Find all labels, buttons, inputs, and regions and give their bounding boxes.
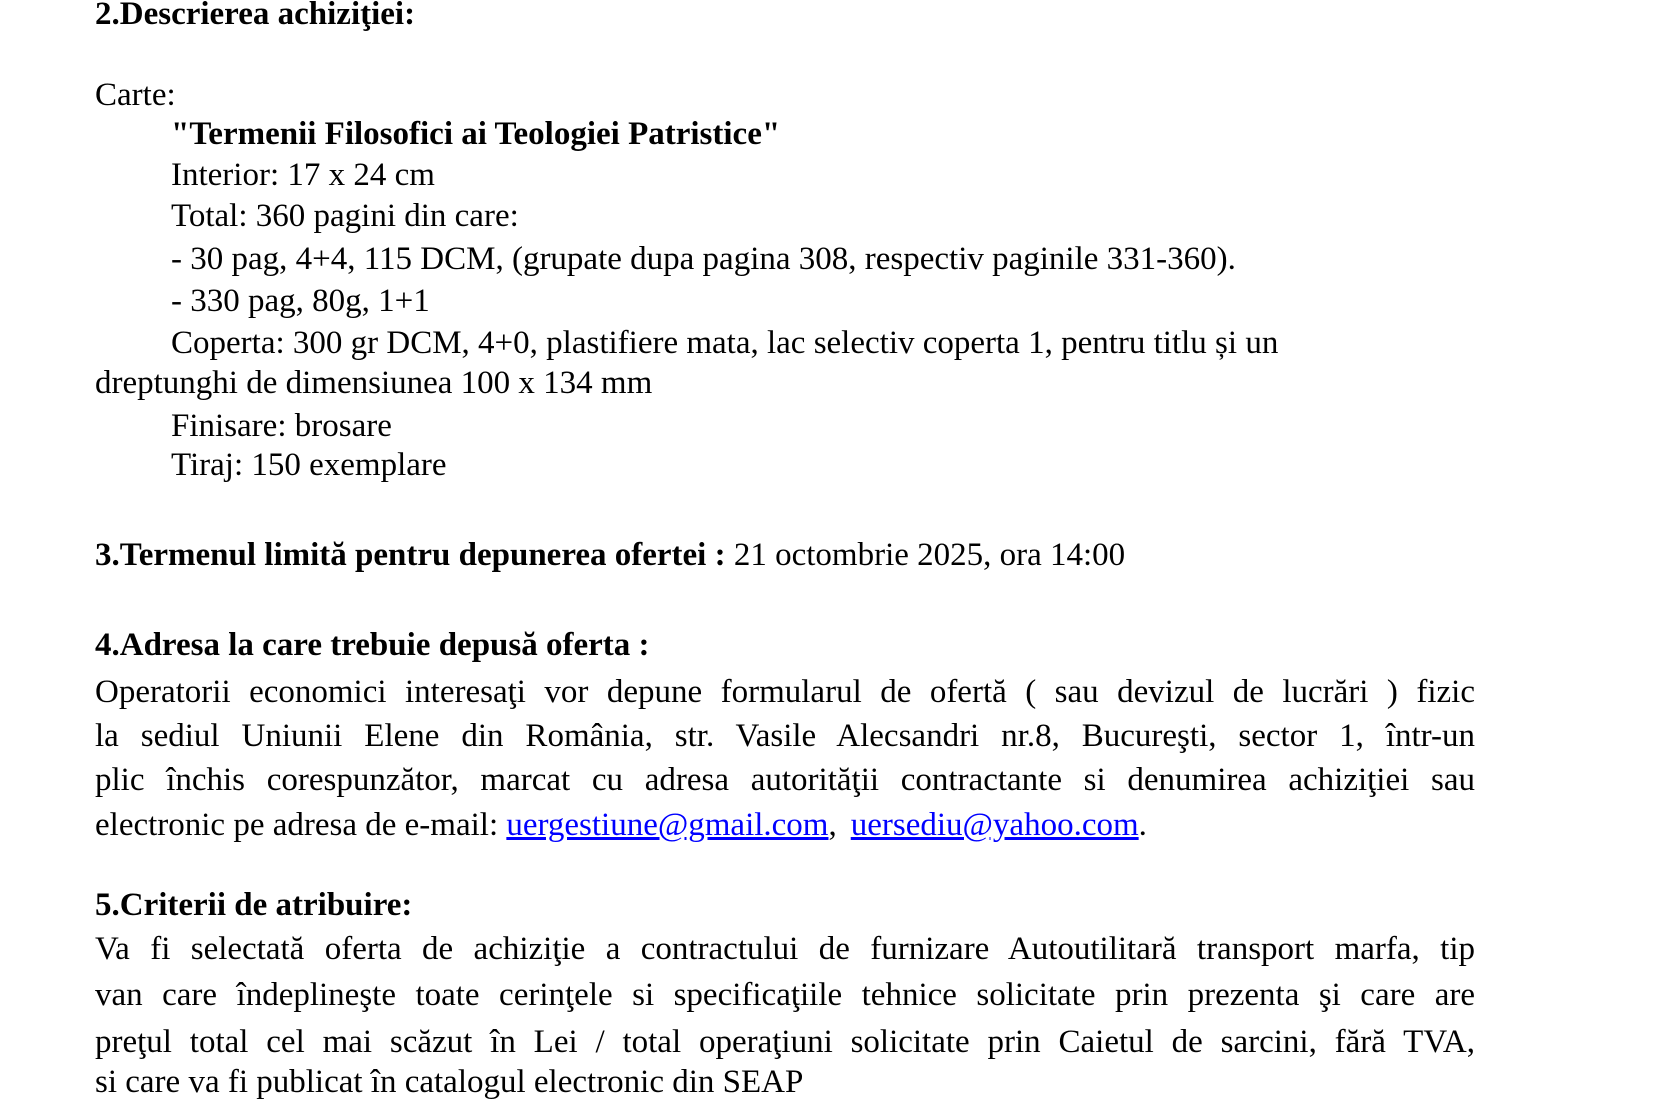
book-title: "Termenii Filosofici ai Teologiei Patristice": [171, 116, 781, 152]
spec-coperta-line-1: Coperta: 300 gr DCM, 4+0, plastifiere mata, lac selectiv coperta 1, pentru titlu și un: [171, 325, 1279, 361]
section-4-heading: 4.Adresa la care trebuie depusă oferta :: [95, 627, 650, 663]
spec-pag-330: - 330 pag, 80g, 1+1: [171, 283, 430, 319]
spec-coperta-line-2: dreptunghi de dimensiunea 100 x 134 mm: [95, 365, 653, 401]
spec-interior: Interior: 17 x 24 cm: [171, 157, 435, 193]
email-link-gmail[interactable]: uergestiune@gmail.com: [506, 807, 829, 843]
section-2-heading: 2.Descrierea achiziţiei:: [95, 0, 416, 32]
section-5-heading: 5.Criterii de atribuire:: [95, 887, 413, 923]
spec-pag-30: - 30 pag, 4+4, 115 DCM, (grupate dupa pagina 308, respectiv paginile 331-360).: [171, 241, 1236, 277]
spec-tiraj: Tiraj: 150 exemplare: [171, 447, 447, 483]
email-line-suffix: .: [1138, 807, 1147, 843]
section-4-paragraph-line-1: Operatorii economici interesaţi vor depune formularul de ofertă ( sau devizul de lucrări ) fizic: [95, 674, 1475, 710]
section-3-deadline-value: 21 octombrie 2025, ora 14:00: [725, 537, 1126, 573]
email-link-yahoo[interactable]: uersediu@yahoo.com: [850, 807, 1139, 843]
section-4-paragraph-line-2: la sediul Uniunii Elene din România, str. Vasile Alecsandri nr.8, Bucureşti, sector 1, într-un: [95, 718, 1475, 754]
email-line-prefix: electronic pe adresa de e-mail:: [95, 807, 507, 843]
section-5-paragraph-line-1: Va fi selectată oferta de achiziţie a contractului de furnizare Autoutilitară transport marfa, tip: [95, 931, 1475, 967]
section-4-email-line: [95, 805, 1475, 845]
section-3-heading: 3.Termenul limită pentru depunerea ofertei :: [95, 537, 726, 573]
spec-finisare: Finisare: brosare: [171, 408, 392, 444]
section-5-paragraph-line-3: preţul total cel mai scăzut în Lei / total operaţiuni solicitate prin Caietul de sarcini, fără TVA,: [95, 1024, 1475, 1060]
email-separator: ,: [828, 807, 837, 843]
section-5-paragraph-line-2: van care îndeplineşte toate cerinţele si specificaţiile tehnice solicitate prin prezenta şi care are: [95, 977, 1475, 1013]
section-3-heading-line: [95, 535, 1475, 575]
carte-label: Carte:: [95, 77, 176, 113]
section-4-paragraph-line-3: plic închis corespunzător, marcat cu adresa autorităţii contractante si denumirea achiziţiei sau: [95, 762, 1475, 798]
spec-total: Total: 360 pagini din care:: [171, 198, 519, 234]
section-5-paragraph-line-4: si care va fi publicat în catalogul electronic din SEAP: [95, 1064, 804, 1100]
